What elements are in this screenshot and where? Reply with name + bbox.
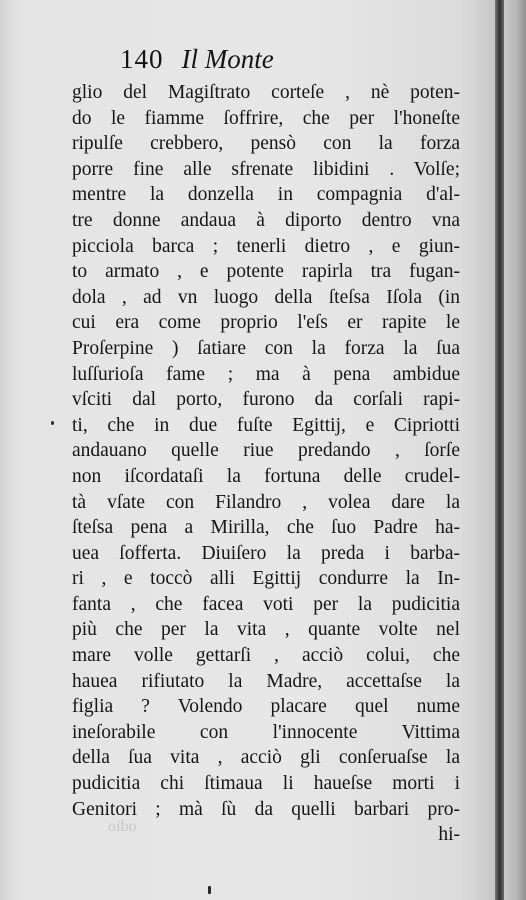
text-line: fanta , che facea voti per la pudicitia (72, 593, 460, 615)
page-number: 140 (120, 44, 164, 74)
text-line: uea ſofferta. Diuiſero la preda i barba- (72, 542, 460, 564)
text-line: picciola barca ; tenerli dietro , e giun- (72, 235, 460, 257)
text-line: mentre la donzella in compagnia d'al- (72, 184, 460, 206)
text-line: ti, che in due fuſte Egittij, e Cipriotti (72, 414, 460, 436)
text-line: glio del Magiſtrato corteſe , nè poten- (72, 82, 460, 103)
page-header (120, 44, 274, 75)
text-line: ſteſsa pena a Mirilla, che ſuo Padre ha- (72, 517, 460, 539)
text-line: do le fiamme ſoffrire, che per l'honeſte (72, 107, 460, 129)
text-line: ineſorabile con l'innocente Vittima (72, 721, 460, 743)
binding-gutter (495, 0, 504, 900)
ink-speck (51, 421, 54, 425)
ink-speck (208, 886, 211, 894)
text-line: della ſua vita , acciò gli conſeruaſse la (72, 747, 460, 769)
text-line: porre fine alle sfrenate libidini . Volſe; (72, 158, 460, 180)
text-line: Proſerpine ) ſatiare con la forza la ſua (72, 337, 460, 359)
text-line: mare volle gettarſi , acciò colui, che (72, 645, 460, 667)
text-line: hauea rifiutato la Madre, accettaſse la (72, 670, 460, 692)
text-line: to armato , e potente rapirla tra fugan- (72, 261, 460, 283)
text-line: ripulſe crebbero, pensò con la forza (72, 133, 460, 155)
text-line: cui era come proprio l'eſs er rapite le (72, 312, 460, 334)
text-line: tre donne andaua à diporto dentro vna (72, 209, 460, 231)
page-edge (504, 0, 526, 900)
text-line: vſciti dal porto, furono da corſali rapi- (72, 389, 460, 411)
text-line: Genitori ; mà ſù da quelli barbari pro- (72, 798, 460, 820)
text-line: figlia ? Volendo placare quel nume (72, 696, 460, 718)
running-title: Il Monte (181, 44, 274, 74)
text-line: tà vſate con Filandro , volea dare la (72, 491, 460, 513)
text-line: più che per la vita , quante volte nel (72, 619, 460, 641)
text-line: andauano quelle riue predando , ſorſe (72, 440, 460, 462)
text-line: ri , e toccò alli Egittij condurre la In- (72, 568, 460, 590)
text-line: luſſurioſa fame ; ma à pena ambidue (72, 363, 460, 385)
text-line: non iſcordataſi la fortuna delle crudel- (72, 465, 460, 487)
show-through-text: odio (108, 818, 137, 835)
text-line: hi- (438, 824, 460, 846)
body-text (72, 80, 460, 848)
text-line: pudicitia chi ſtimaua li haueſse morti i (72, 773, 460, 795)
text-line: dola , ad vn luogo della ſteſsa Iſola (in (72, 286, 460, 308)
